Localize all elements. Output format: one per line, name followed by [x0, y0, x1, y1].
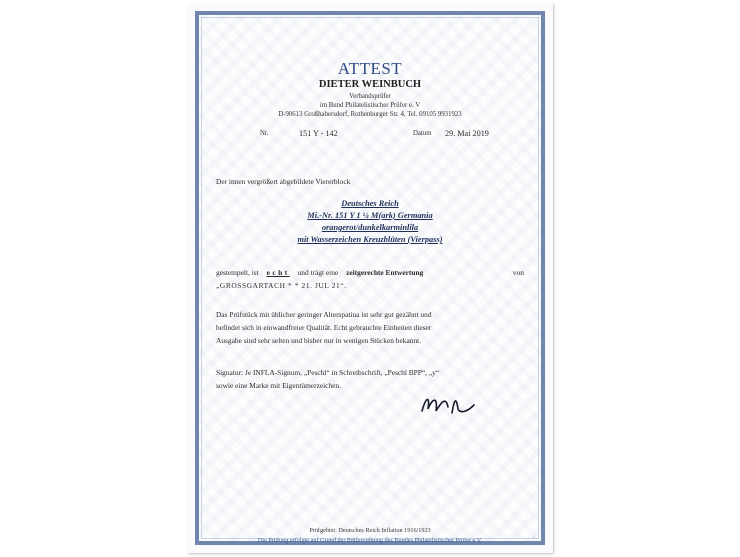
footer-line-1: Prüfgebiet: Deutsches Reich Inflation 1916/1923: [309, 527, 431, 534]
date-label: Datum: [413, 130, 432, 137]
nr-label: Nr.: [260, 130, 269, 137]
stamp-line-1: Deutsches Reich: [341, 199, 399, 208]
entwertung-label: zeitgerechte Entwertung: [346, 268, 424, 277]
intro-text: Der innen vergrößert abgebildete Viererblock: [216, 177, 351, 186]
cancel-text-1: gestempelt, ist: [216, 268, 259, 277]
stamp-line-2: Mi.-Nr. 151 Y 1 ¼ M(ark) Germania: [307, 211, 433, 220]
condition-line-1: Das Prüfstück mit üblicher geringer Alterspatina ist sehr gut gezähnt und: [216, 310, 432, 319]
examiner-name: DIETER WEINBUCH: [318, 79, 422, 90]
footer-line-2: Die Prüfung erfolgte auf Grund der Prüferordnung des Bundes Philatelistischer Prüfer e.V.: [257, 537, 483, 544]
examiner-address: D-90613 Großhabersdorf, Rothenburger Str. 4, Tel. 09105 9931923: [278, 111, 462, 118]
examiner-association: im Bund Philatelistischer Prüfer e. V: [319, 102, 421, 109]
certificate-border: [195, 11, 545, 545]
echt-label: echt: [266, 268, 290, 277]
stamp-line-4: mit Wasserzeichen Kreuzblüten (Vierpass): [297, 235, 443, 244]
signature-line-1: Signatur: Je INFLA-Signum, „Peschl“ in Schreibschrift, „Peschl BPP“, „y“: [216, 368, 440, 377]
stamp-line-3: orangerot/dunkelkarminlila: [321, 223, 419, 232]
condition-line-3: Ausgabe sind sehr selten und bisher nur in wenigen Stücken bekannt.: [216, 336, 422, 345]
signature-line-2: sowie eine Marke mit Eigentümerzeichen.: [216, 381, 341, 390]
certificate-sheet: [187, 3, 553, 553]
certificate-title: ATTEST: [337, 59, 403, 78]
cancel-line-2: „GROSSGARTACH * * 21. JUL 21“.: [216, 281, 347, 290]
cancel-line-1: [216, 268, 524, 277]
examiner-role: Verbandsprüfer: [349, 93, 391, 100]
nr-value: 151 Y - 142: [299, 129, 338, 138]
cancel-text-2: und trägt eine: [297, 268, 339, 277]
condition-line-2: befindet sich in einwandfreier Qualität. Echt gebrauchte Einheiten dieser: [216, 323, 432, 332]
printer-imprint: ©: [532, 536, 535, 540]
cancel-text-3: von: [512, 268, 524, 277]
date-value: 29. Mai 2019: [445, 129, 489, 138]
handwritten-signature: [418, 391, 478, 417]
